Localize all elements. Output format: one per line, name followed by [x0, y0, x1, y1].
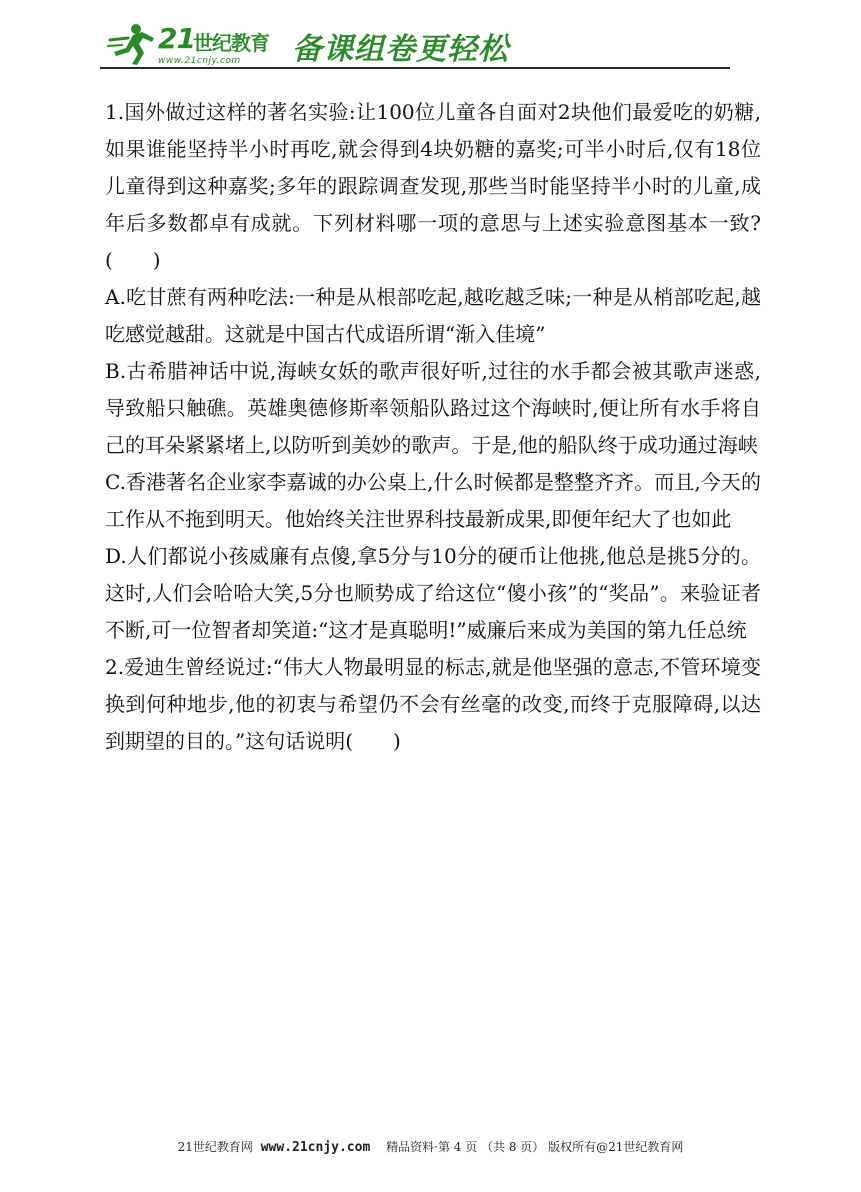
- question-1-stem: 1.国外做过这样的著名实验:让100位儿童各自面对2块他们最爱吃的奶糖,如果谁能坚持半小时再吃,就会得到4块奶糖的嘉奖;可半小时后,仅有18位儿童得到这种嘉奖;多年的跟踪调查发现,那些当时能坚持半小时的儿童,成年后多数都卓有成就。下列材料哪一项的意思与上述实验意图基本一致?( ): [105, 100, 761, 272]
- question-1-option-a: A.吃甘蔗有两种吃法:一种是从根部吃起,越吃越乏味;一种是从梢部吃起,越吃感觉越甜。这就是中国古代成语所谓“渐入佳境”: [105, 285, 761, 346]
- header-slogan: 备课组卷更轻松: [292, 32, 509, 67]
- page-header: [100, 18, 730, 70]
- footer-site-name: 21世纪教育网: [177, 1140, 253, 1154]
- logo-21-text: 21: [158, 22, 195, 55]
- question-1-option-c: C.香港著名企业家李嘉诚的办公桌上,什么时候都是整整齐齐。而且,今天的工作从不拖到明天。他始终关注世界科技最新成果,即便年纪大了也如此: [105, 470, 761, 531]
- question-1-option-d: D.人们都说小孩威廉有点傻,拿5分与10分的硬币让他挑,他总是挑5分的。这时,人们会哈哈大笑,5分也顺势成了给这位“傻小孩”的“奖品”。来验证者不断,可一位智者却笑道:“这才是真聪明!”威廉后来成为美国的第九任总统: [105, 544, 761, 642]
- document-body: [105, 94, 761, 760]
- logo-url-text: www.21cnjy.com: [158, 56, 241, 66]
- footer-url: www.21cnjy.com: [260, 1140, 371, 1155]
- footer-page-info: 精品资料·第 4 页 （共 8 页） 版权所有@21世纪教育网: [386, 1140, 684, 1154]
- header-divider: [100, 67, 730, 69]
- question-2-stem: 2.爱迪生曾经说过:“伟大人物最明显的标志,就是他坚强的意志,不管环境变换到何种地步,他的初衷与希望仍不会有丝毫的改变,而终于克服障碍,以达到期望的目的。”这句话说明( ): [105, 655, 761, 753]
- question-1-option-b: B.古希腊神话中说,海峡女妖的歌声很好听,过往的水手都会被其歌声迷惑,导致船只触礁。英雄奥德修斯率领船队路过这个海峡时,便让所有水手将自己的耳朵紧紧堵上,以防听到美妙的歌声。于是,他的船队终于成功通过海峡: [105, 359, 761, 457]
- logo-name-text: 世纪教育: [193, 31, 269, 55]
- page-footer: [0, 1138, 861, 1155]
- running-figure-logo-icon: [106, 22, 158, 66]
